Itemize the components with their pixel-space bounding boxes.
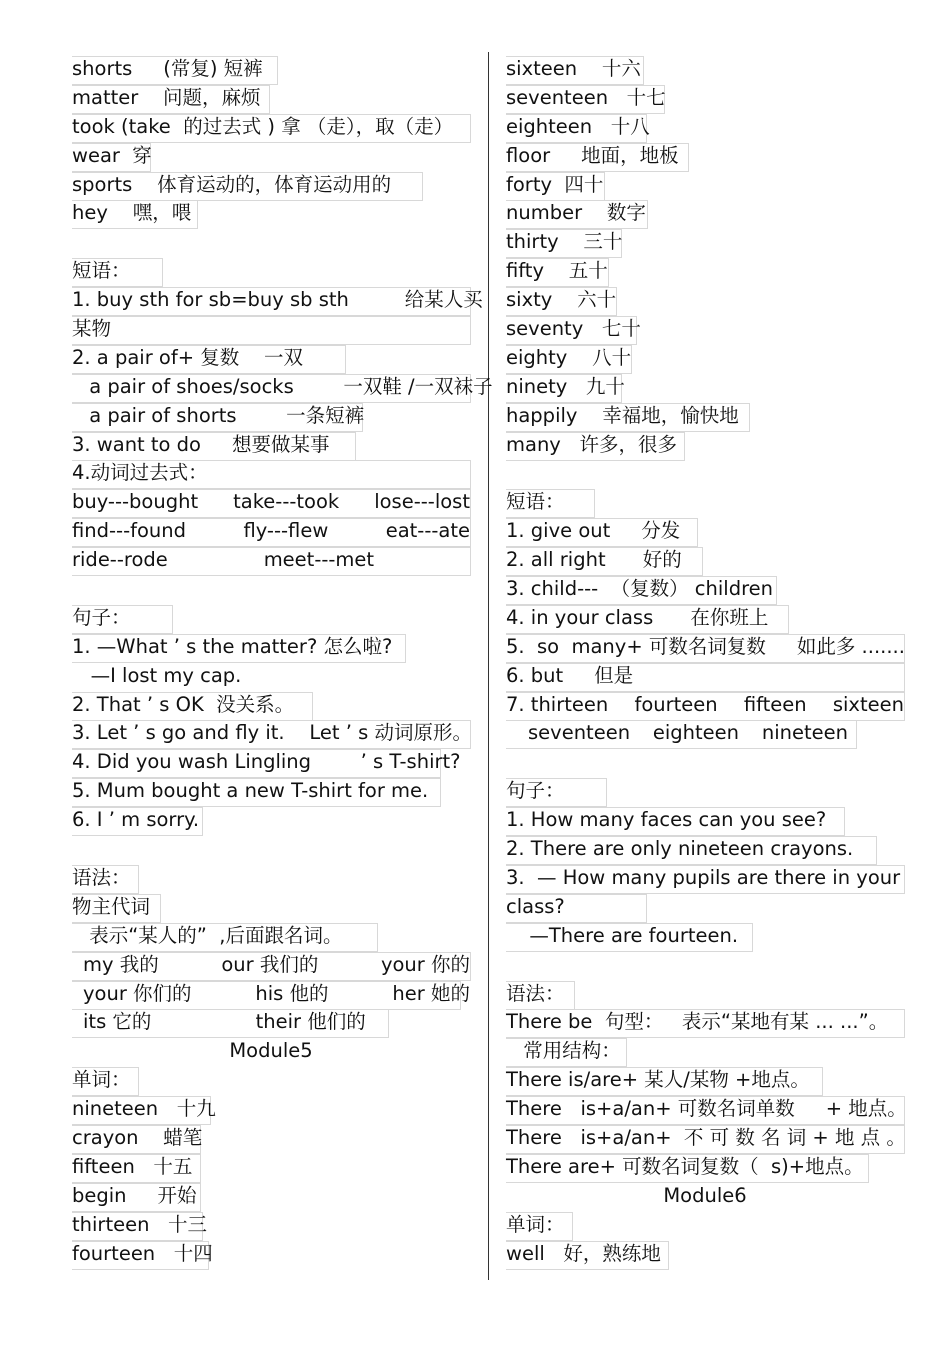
text-content: thirty 三十: [506, 230, 623, 254]
text-content: forty 四十: [506, 172, 604, 196]
multi-column-line: [72, 517, 470, 546]
text-line: [506, 1008, 904, 1037]
text-content: 1. buy sth for sb=buy sb sth 给某人买: [72, 288, 483, 312]
text-line: [506, 84, 904, 113]
text-content: 4.动词过去式：: [72, 461, 208, 485]
text-line: [72, 748, 470, 777]
text-cell: your 你们的: [83, 981, 192, 1005]
text-content: a pair of shoes/socks 一双鞋 /一双袜子: [83, 374, 493, 398]
left-column: [72, 55, 493, 1268]
text-line: [506, 142, 904, 171]
text-line: [506, 893, 904, 922]
text-line: [506, 1182, 904, 1211]
text-line: [72, 402, 470, 431]
text-content: took (take 的过去式 ) 拿 （走），取（走）: [72, 114, 454, 138]
text-content: —I lost my cap.: [72, 663, 242, 687]
text-content: fifteen 十五: [72, 1154, 193, 1178]
text-line: [506, 835, 904, 864]
text-content: 4. Did you wash Lingling ’ s T-shirt?: [72, 750, 461, 774]
text-content: —There are fourteen.: [517, 923, 739, 947]
text-line: [506, 864, 904, 893]
text-line: [72, 373, 493, 402]
text-line: [72, 951, 470, 980]
text-content: There is+a/an+ 不 可 数 名 词 + 地 点 。: [506, 1125, 906, 1149]
text-line: [72, 864, 470, 893]
text-line: [506, 344, 904, 373]
text-line: [506, 517, 904, 546]
text-line: [506, 171, 904, 200]
text-line: [72, 604, 470, 633]
text-cell: sixteen: [832, 692, 904, 716]
text-content: 单词：: [506, 1212, 565, 1236]
text-cell: eighteen: [652, 721, 740, 745]
text-content: shorts (常复) 短裤: [72, 57, 263, 80]
text-line: [506, 431, 904, 460]
text-line: [72, 228, 470, 257]
text-content: seventy 七十: [506, 317, 641, 341]
text-content: sixty 六十: [506, 288, 617, 312]
text-content: number 数字: [506, 201, 646, 225]
text-line: [506, 113, 904, 142]
text-cell: our 我们的: [221, 952, 319, 976]
text-content: 1. —What ’ s the matter? 怎么啦?: [72, 634, 393, 658]
text-content: There is+a/an+ 可数名词单数 + 地点。: [506, 1097, 907, 1121]
text-line: [72, 633, 470, 662]
text-line: [72, 691, 470, 720]
text-line: [506, 777, 904, 806]
text-line: [72, 1153, 470, 1182]
text-cell: his 他的: [255, 981, 329, 1005]
text-content: happily 幸福地，愉快地: [506, 403, 739, 427]
text-line: [72, 488, 470, 517]
text-line: [506, 980, 904, 1009]
text-content: 2. all right 好的: [506, 548, 682, 572]
text-content: 某物: [72, 317, 112, 341]
text-content: sports 体育运动的，体育运动用的: [72, 172, 392, 196]
text-line: [506, 1240, 904, 1269]
multi-column-line: [528, 719, 848, 748]
text-content: matter 问题，麻烦: [72, 85, 261, 109]
text-line: [72, 1182, 470, 1211]
text-line: [72, 1008, 470, 1037]
text-cell: meet---met: [263, 548, 375, 572]
text-content: 2. There are only nineteen crayons.: [506, 837, 854, 861]
text-cell: her 她的: [392, 981, 470, 1005]
text-line: [72, 1066, 470, 1095]
text-line: [506, 1153, 904, 1182]
text-line: [506, 691, 904, 720]
text-cell: fifteen: [743, 692, 807, 716]
text-content: well 好，熟练地: [506, 1241, 661, 1265]
text-cell: take---took: [233, 490, 340, 514]
right-column: [506, 55, 907, 1268]
text-content: fourteen 十四: [72, 1241, 213, 1265]
text-line: [506, 257, 904, 286]
text-content: 3. Let ’ s go and fly it. Let ’ s 动词原形。: [72, 721, 473, 745]
text-line: [72, 835, 470, 864]
text-line: [506, 806, 904, 835]
text-content: 5. Mum bought a new T-shirt for me.: [72, 779, 429, 803]
text-line: [506, 546, 904, 575]
text-cell: fly---flew: [243, 519, 329, 543]
text-content: ninety 九十: [506, 374, 625, 398]
text-cell: 7. thirteen: [506, 692, 609, 716]
text-content: thirteen 十三: [72, 1212, 208, 1236]
text-line: [72, 575, 470, 604]
text-line: [506, 1095, 907, 1124]
text-cell: lose---lost: [374, 490, 470, 514]
text-content: 1. How many faces can you see?: [506, 808, 827, 832]
module-heading: Module5: [229, 1039, 313, 1063]
text-line: [72, 777, 470, 806]
text-cell: my 我的: [83, 952, 159, 976]
text-cell: its 它的: [83, 1010, 152, 1034]
text-line: [506, 1124, 904, 1153]
text-line: [506, 922, 904, 951]
text-line: [72, 1095, 470, 1124]
text-content: hey 嘿，喂: [72, 201, 192, 225]
text-content: eighty 八十: [506, 345, 632, 369]
text-line: [506, 719, 904, 748]
text-line: [72, 922, 470, 951]
text-line: [72, 286, 483, 315]
text-content: 2. That ’ s OK 没关系。: [72, 692, 295, 716]
text-content: 语法：: [506, 981, 565, 1005]
text-content: 4. in your class 在你班上: [506, 605, 769, 629]
text-line: [72, 806, 470, 835]
text-content: 3. child--- （复数） children: [506, 577, 774, 601]
text-content: 语法：: [72, 865, 131, 889]
text-content: 2. a pair of+ 复数 一双: [72, 345, 304, 369]
text-content: 短语：: [72, 259, 131, 283]
text-cell: your 你的: [380, 952, 470, 976]
text-content: 短语：: [506, 490, 565, 514]
text-content: eighteen 十八: [506, 114, 650, 138]
text-content: begin 开始: [72, 1183, 197, 1207]
text-line: [506, 1066, 904, 1095]
text-content: crayon 蜡笔: [72, 1125, 203, 1149]
text-line: [72, 459, 470, 488]
text-content: 物主代词: [72, 894, 151, 918]
text-line: [506, 488, 904, 517]
text-line: [506, 315, 904, 344]
text-line: [72, 113, 470, 142]
text-line: [506, 373, 904, 402]
text-line: [72, 171, 470, 200]
text-line: [506, 1037, 904, 1066]
text-line: [72, 344, 470, 373]
text-line: [72, 199, 470, 228]
text-line: [72, 315, 470, 344]
text-content: 6. I ’ m sorry.: [72, 808, 200, 832]
text-content: a pair of shorts 一条短裤: [83, 403, 365, 427]
text-content: 6. but 但是: [506, 663, 634, 687]
text-line: [72, 55, 470, 84]
text-content: class?: [506, 894, 565, 918]
multi-column-line: [72, 488, 470, 517]
text-content: There are+ 可数名词复数（ s)+地点。: [506, 1154, 864, 1178]
text-line: [72, 980, 470, 1009]
text-content: 5. so many+ 可数名词复数 如此多 .......: [506, 634, 905, 658]
multi-column-line: [83, 1008, 470, 1037]
text-content: seventeen 十七: [506, 85, 666, 109]
text-line: [506, 1211, 904, 1240]
text-line: [72, 431, 470, 460]
text-line: [72, 517, 470, 546]
text-line: [506, 402, 904, 431]
text-content: 1. give out 分发: [506, 519, 681, 543]
text-content: fifty 五十: [506, 259, 608, 283]
text-cell: find---found: [72, 519, 187, 543]
text-content: 常用结构：: [517, 1039, 621, 1063]
text-line: [506, 575, 904, 604]
text-line: [506, 228, 904, 257]
text-content: floor 地面，地板: [506, 143, 679, 167]
text-cell: fourteen: [634, 692, 718, 716]
text-line: [506, 662, 904, 691]
text-line: [72, 719, 473, 748]
text-cell: seventeen: [528, 721, 631, 745]
text-cell: buy---bought: [72, 490, 199, 514]
text-line: [506, 199, 904, 228]
text-line: [72, 1037, 470, 1066]
text-content: There be 句型： 表示“某地有某 ... ...”。: [506, 1010, 889, 1034]
text-content: There is/are+ 某人/某物 +地点。: [506, 1068, 810, 1092]
text-cell: ride--rode: [72, 548, 168, 572]
column-divider: [488, 52, 489, 1280]
module-heading: Module6: [663, 1183, 747, 1207]
text-line: [72, 257, 470, 286]
text-content: sixteen 十六: [506, 57, 641, 80]
text-line: [72, 893, 470, 922]
text-line: [506, 286, 904, 315]
text-line: [506, 604, 904, 633]
text-content: wear 穿: [72, 143, 152, 167]
text-content: 单词：: [72, 1068, 131, 1092]
text-line: [506, 459, 904, 488]
text-line: [506, 748, 904, 777]
text-content: 句子：: [72, 605, 131, 629]
text-cell: their 他们的: [255, 1010, 366, 1034]
text-line: [72, 1211, 470, 1240]
multi-column-line: [83, 951, 470, 980]
text-line: [506, 633, 904, 662]
multi-column-line: [506, 691, 904, 720]
text-content: 3. — How many pupils are there in your: [506, 865, 901, 889]
text-line: [72, 142, 470, 171]
text-cell: nineteen: [761, 721, 848, 745]
multi-column-line: [83, 980, 470, 1009]
text-line: [72, 84, 470, 113]
text-line: [72, 1124, 470, 1153]
text-content: nineteen 十九: [72, 1097, 216, 1121]
multi-column-line: [72, 546, 470, 575]
text-line: [506, 951, 904, 980]
text-line: [72, 546, 470, 575]
text-content: many 许多，很多: [506, 432, 677, 456]
text-content: 3. want to do 想要做某事: [72, 432, 330, 456]
text-content: 句子：: [506, 779, 565, 803]
text-content: 表示“某人的” ,后面跟名词。: [83, 923, 343, 947]
text-box-outline: [72, 316, 471, 345]
text-line: [506, 55, 904, 84]
text-cell: eat---ate: [385, 519, 470, 543]
text-line: [72, 662, 470, 691]
text-line: [72, 1240, 470, 1269]
